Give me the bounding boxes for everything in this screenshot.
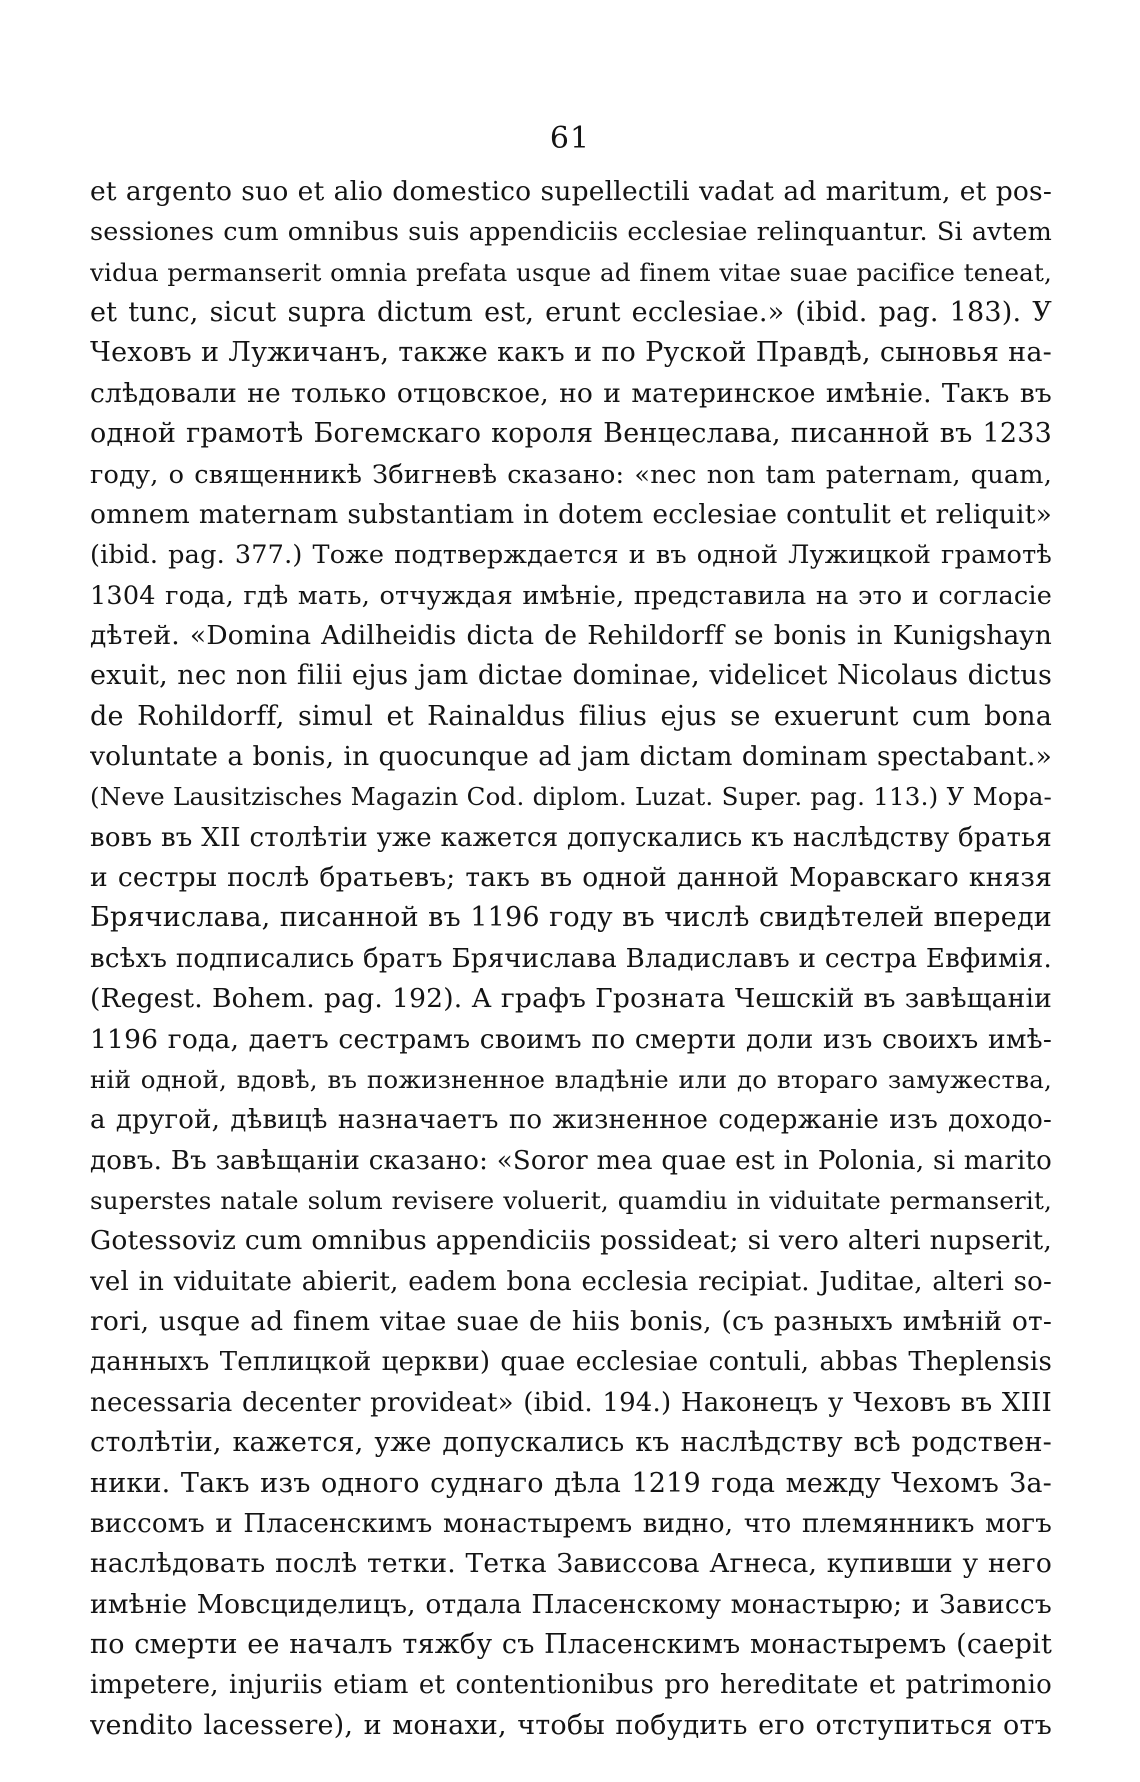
text-line: виссомъ и Пласенскимъ монастыремъ видно, что племянникъ могъ (90, 1508, 1052, 1539)
text-line: impetere, injuriis etiam et contentionibus pro hereditate et patrimonio (90, 1670, 1052, 1701)
text-line: omnem maternam substantiam in dotem ecclesiae contulit et reliquit» (90, 498, 1052, 530)
text-line: 1304 года, гдѣ мать, отчуждая имѣніе, представила на это и согласіе (90, 580, 1052, 611)
text-line: vendito lacessere), и монахи, чтобы побудить его отступиться отъ (90, 1709, 1052, 1741)
text-line: voluntate a bonis, in quocunque ad jam dictam dominam spectabant.» (90, 741, 1052, 773)
text-line: всѣхъ подписались братъ Брячислава Владиславъ и сестра Евфимія. (90, 943, 1052, 974)
text-line: (ibid. pag. 377.) Тоже подтверждается и въ одной Лужицкой грамотѣ (90, 540, 1052, 571)
text-line: столѣтіи, кажется, уже допускались къ наслѣдству всѣ родствен- (90, 1427, 1052, 1459)
text-line: дѣтей. «Domina Adilheidis dicta de Rehildorff se bonis in Kunigshayn (90, 619, 1052, 651)
text-line: по смерти ее началъ тяжбу съ Пласенскимъ монастыремъ (caepit (90, 1628, 1052, 1660)
text-line: данныхъ Теплицкой церкви) quae ecclesiae contuli, abbas Theplensis (90, 1347, 1052, 1378)
text-line: ній одной, вдовѣ, въ пожизненное владѣніе или до втораго замужества, (90, 1064, 1052, 1094)
text-line: rori, usque ad finem vitae suae de hiis bonis, (съ разныхъ имѣній от- (90, 1306, 1052, 1338)
text-line: году, о священникѣ Збигневѣ сказано: «nec non tam paternam, quam, (90, 459, 1052, 490)
page-number: 61 (549, 121, 591, 156)
text-line: Брячислава, писанной въ 1196 году въ числѣ свидѣтелей впереди (90, 902, 1052, 934)
text-line: sessiones cum omnibus suis appendiciis ecclesiae relinquantur. Si avtem (90, 217, 1052, 248)
text-line: Gotessoviz cum omnibus appendiciis possideat; si vero alteri nupserit, (90, 1225, 1052, 1257)
text-line: довъ. Въ завѣщаніи сказано: «Soror mea quae est in Polonia, si marito (90, 1145, 1052, 1176)
text-line: имѣніе Мовсциделицъ, отдала Пласенскому монастырю; и Зависсъ (90, 1588, 1052, 1620)
text-line: et tunc, sicut supra dictum est, erunt ecclesiae.» (ibid. pag. 183). У (90, 297, 1052, 329)
text-line: exuit, nec non filii ejus jam dictae dominae, videlicet Nicolaus dictus (90, 660, 1052, 692)
text-line: vel in viduitate abierit, eadem bona ecclesia recipiat. Juditae, alteri so- (90, 1266, 1052, 1297)
text-line: necessaria decenter provideat» (ibid. 194.) Наконецъ у Чеховъ въ XIII (90, 1387, 1052, 1418)
text-line: вовъ въ XII столѣтіи уже кажется допускались къ наслѣдству братья (90, 822, 1052, 853)
text-line: (Regest. Bohem. pag. 192). А графъ Грозната Чешскій въ завѣщаніи (90, 983, 1052, 1015)
text-line: наслѣдовать послѣ тетки. Тетка Зависсова Агнеса, купивши у него (90, 1548, 1052, 1580)
text-line: vidua permanserit omnia prefata usque ad finem vitae suae pacifice teneat, (90, 257, 1052, 287)
body-text (90, 172, 1052, 1746)
text-line: ники. Такъ изъ одного суднаго дѣла 1219 года между Чехомъ За- (90, 1467, 1052, 1499)
text-line: слѣдовали не только отцовское, но и материнское имѣніе. Такъ въ (90, 377, 1052, 409)
text-line: Чеховъ и Лужичанъ, также какъ и по Руской Правдѣ, сыновья на- (90, 337, 1052, 369)
text-line: одной грамотѣ Богемскаго короля Венцеслава, писанной въ 1233 (90, 418, 1052, 450)
text-line: а другой, дѣвицѣ назначаетъ по жизненное содержаніе изъ доходо- (90, 1105, 1052, 1136)
text-line: 1196 года, даетъ сестрамъ своимъ по смерти доли изъ своихъ имѣ- (90, 1023, 1052, 1055)
text-line: de Rohildorff, simul et Rainaldus filius ejus se exuerunt cum bona (90, 700, 1052, 732)
text-line: (Neve Lausitzisches Magazin Cod. diplom. Luzat. Super. pag. 113.) У Мора- (90, 782, 1052, 812)
text-line: superstes natale solum revisere voluerit, quamdiu in viduitate permanserit, (90, 1185, 1052, 1215)
text-line: et argento suo et alio domestico supellectili vadat ad maritum, et pos- (90, 176, 1052, 207)
text-line: и сестры послѣ братьевъ; такъ въ одной данной Моравскаго князя (90, 862, 1052, 894)
